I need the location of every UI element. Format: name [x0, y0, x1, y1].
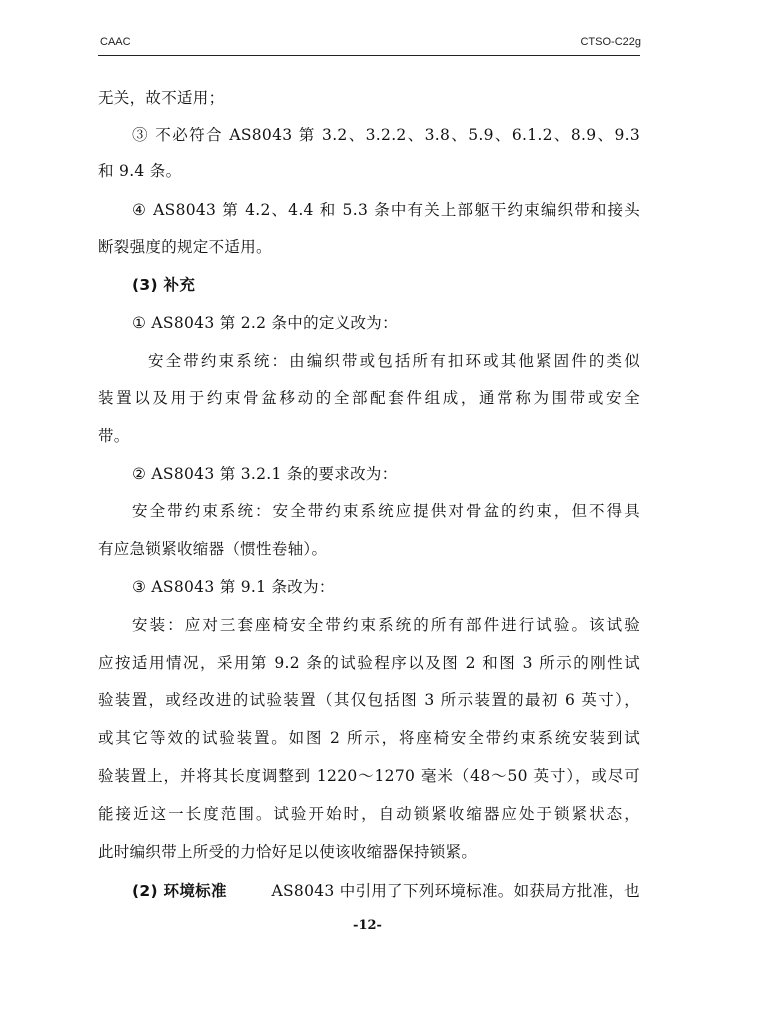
text-line: AS8043 中引用了下列环境标准。如获局方批准，也: [271, 882, 640, 900]
text-line: 此时编织带上所受的力恰好足以使该收缩器保持锁紧。: [98, 843, 478, 861]
text-line: ③ AS8043 第 9.1 条改为：: [132, 578, 335, 596]
text-line: ③ 不必符合 AS8043 第 3.2、3.2.2、3.8、5.9、6.1.2、8.9、9.3: [132, 126, 640, 144]
text-line: 无关，故不适用；: [98, 89, 225, 107]
text-line: 验装置，或经改进的试验装置（其仅包括图 3 所示装置的最初 6 英寸），: [98, 691, 640, 709]
header-doc-id: CTSO-C22g: [580, 36, 641, 48]
page-number: -12-: [353, 918, 382, 933]
text-line: 带。: [98, 427, 130, 445]
text-line: 断裂强度的规定不适用。: [98, 238, 272, 256]
section-heading: (2) 环境标准: [132, 882, 227, 900]
text-line: 应按适用情况，采用第 9.2 条的试验程序以及图 2 和图 3 所示的刚性试: [98, 654, 640, 672]
env-standard-line: [132, 880, 640, 902]
text-line: ① AS8043 第 2.2 条中的定义改为：: [132, 314, 398, 332]
text-line: ④ AS8043 第 4.2、4.4 和 5.3 条中有关上部躯干约束编织带和接头: [132, 201, 640, 219]
section-heading: (3) 补充: [132, 276, 196, 294]
text-line: 装置以及用于约束骨盆移动的全部配套件组成，通常称为围带或安全: [98, 389, 640, 407]
text-line: 能接近这一长度范围。试验开始时，自动锁紧收缩器应处于锁紧状态，: [98, 805, 640, 823]
text-line: 安装：应对三套座椅安全带约束系统的所有部件进行试验。该试验: [132, 616, 640, 634]
text-line: 安全带约束系统：由编织带或包括所有扣环或其他紧固件的类似: [148, 352, 640, 370]
text-line: 验装置上，并将其长度调整到 1220～1270 毫米（48～50 英寸），或尽可: [98, 767, 640, 785]
text-line: ② AS8043 第 3.2.1 条的要求改为：: [132, 465, 398, 483]
text-line: 安全带约束系统：安全带约束系统应提供对骨盆的约束，但不得具: [132, 502, 640, 520]
header-divider: [98, 55, 640, 56]
text-line: 和 9.4 条。: [98, 162, 182, 180]
text-line: 有应急锁紧收缩器（惯性卷轴）。: [98, 540, 328, 558]
text-line: 或其它等效的试验装置。如图 2 所示，将座椅安全带约束系统安装到试: [98, 729, 640, 747]
header-org: CAAC: [100, 36, 131, 48]
